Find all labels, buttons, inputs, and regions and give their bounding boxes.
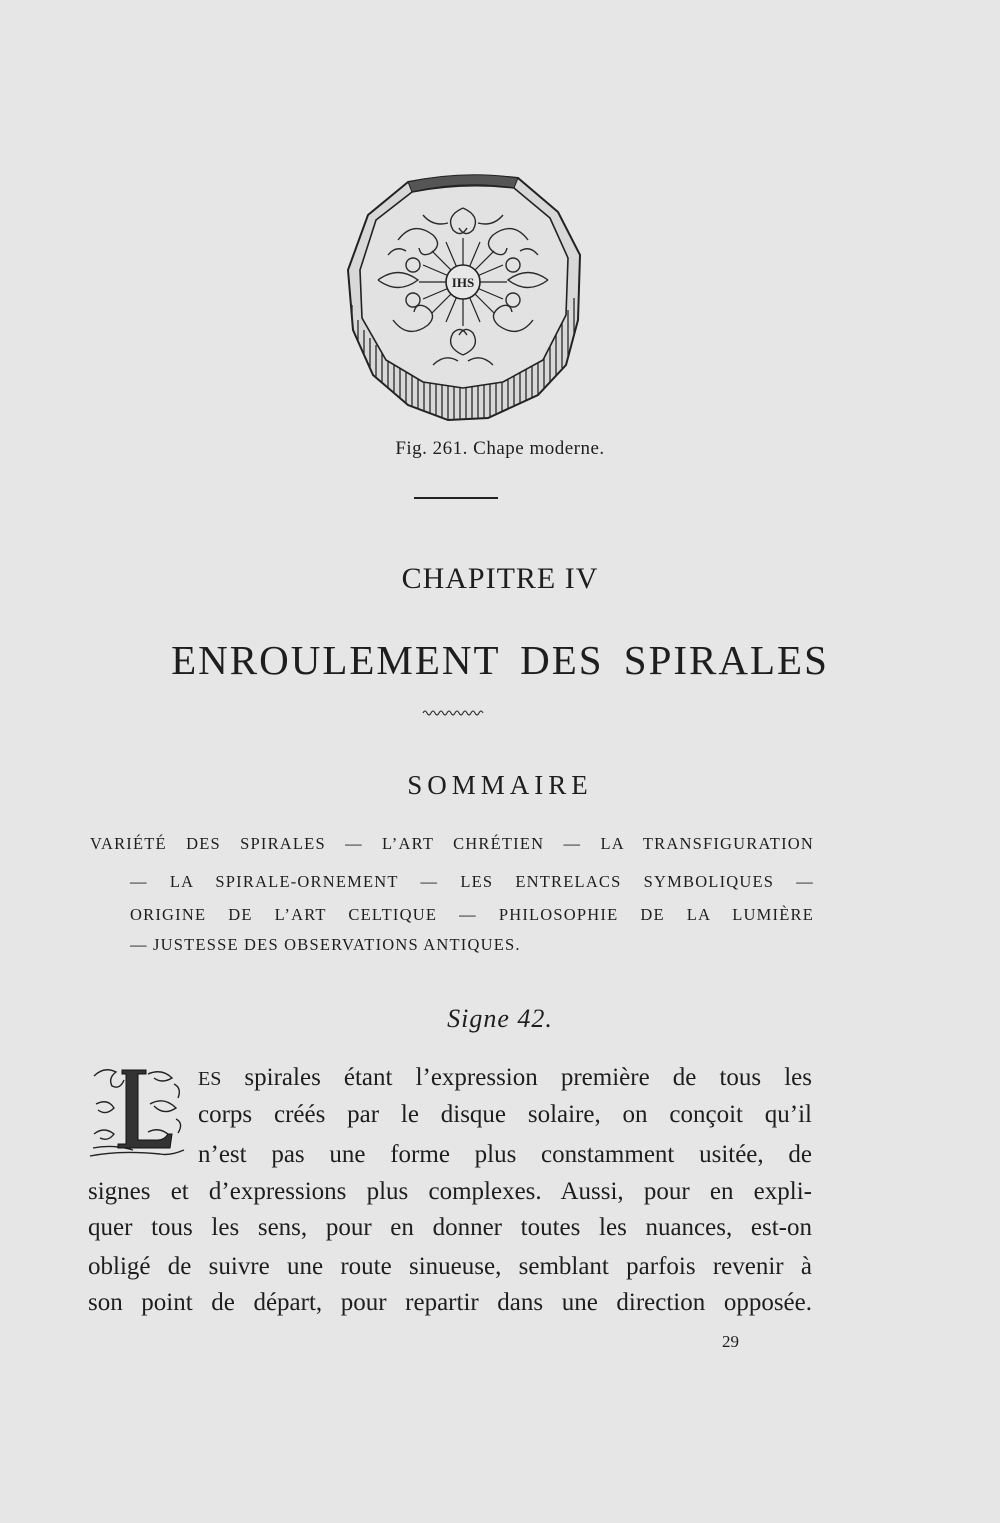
divider-rule [414,497,498,499]
cope-illustration [338,170,588,425]
paragraph-line: obligé de suivre une route sinueuse, semblant parfois revenir à [88,1253,812,1280]
summary-line: — JUSTESSE DES OBSERVATIONS ANTIQUES. [130,935,521,954]
paragraph-line: signes et d’expressions plus complexes. Aussi, pour en expli- [88,1178,812,1205]
paragraph-line: n’est pas une forme plus constamment usitée, de [198,1141,812,1168]
paragraph-line: son point de départ, pour repartir dans une direction opposée. [88,1289,812,1316]
paragraph-line-text: spirales étant l’expression première de tous les [221,1064,812,1091]
chapter-label: CHAPITRE IV [401,562,599,595]
paragraph-line: corps créés par le disque solaire, on conçoit qu’il [198,1101,812,1128]
ornamental-dropcap [88,1064,188,1162]
chapter-title: ENROULEMENT DES SPIRALES [171,637,829,683]
ihs-monogram: IHS [451,275,475,290]
summary-line: ORIGINE DE L’ART CELTIQUE — PHILOSOPHIE DE LA LUMIÈRE [130,905,814,924]
section-heading: Signe 42. [447,1004,553,1033]
summary-line: — LA SPIRALE-ORNEMENT — LES ENTRELACS SYMBOLIQUES — [130,872,814,891]
summary-heading: SOMMAIRE [407,770,593,800]
figure-caption: Fig. 261. Chape moderne. [395,438,605,459]
page-number: 29 [722,1332,739,1351]
paragraph-line [198,1064,812,1092]
wavy-ornament [422,708,484,718]
dropcap-continuation: ES [198,1068,222,1090]
summary-line: VARIÉTÉ DES SPIRALES — L’ART CHRÉTIEN — LA TRANSFIGURATION [90,834,814,853]
dropcap-letter: L [88,1064,89,1065]
paragraph-line: quer tous les sens, pour en donner toutes les nuances, est-on [88,1214,812,1241]
